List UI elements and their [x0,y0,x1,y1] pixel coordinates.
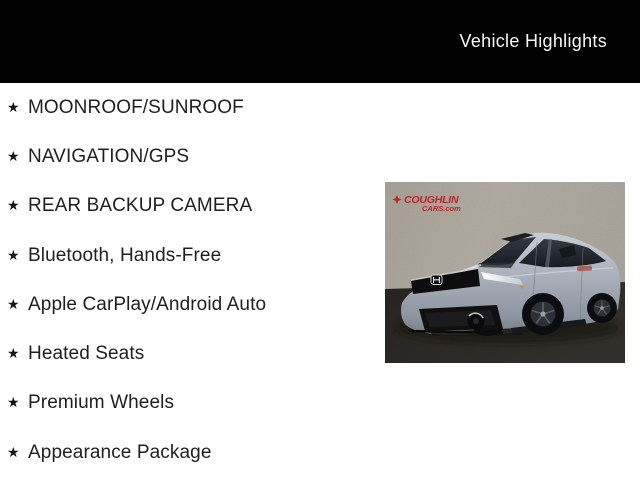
star-icon: ★ [7,246,20,263]
star-icon: ★ [7,295,20,312]
highlight-label: Heated Seats [28,343,145,365]
dealer-logo-name: COUGHLIN [404,194,459,206]
highlight-label: Apple CarPlay/Android Auto [28,293,267,315]
side-marker [520,285,523,288]
list-item [0,83,380,132]
highlight-label: MOONROOF/SUNROOF [28,96,244,118]
list-item [0,182,380,231]
dealer-logo-url: CARS.com [422,204,461,213]
list-item [0,428,380,477]
highlight-label: REAR BACKUP CAMERA [28,195,253,217]
list-item [0,231,380,280]
list-item [0,280,380,329]
page-title: Vehicle Highlights [459,31,607,51]
car-illustration [385,182,625,363]
honda-emblem [431,275,442,285]
list-item [0,329,380,378]
star-icon: ★ [7,197,20,214]
star-icon: ★ [7,98,20,115]
star-icon: ★ [7,147,20,164]
list-item [0,379,380,428]
star-icon: ★ [7,394,20,411]
highlight-label: Bluetooth, Hands-Free [28,244,222,266]
star-icon: ★ [7,443,20,460]
front-wheel [522,293,564,335]
highlight-label: NAVIGATION/GPS [28,145,190,167]
header-banner [0,0,640,83]
door-decal [577,266,592,272]
rear-wheel [587,293,617,323]
highlights-list [0,83,380,477]
vehicle-photo [385,182,625,363]
highlight-label: Appearance Package [28,441,212,463]
star-icon: ★ [7,345,20,362]
list-item [0,132,380,181]
highlight-label: Premium Wheels [28,392,175,414]
